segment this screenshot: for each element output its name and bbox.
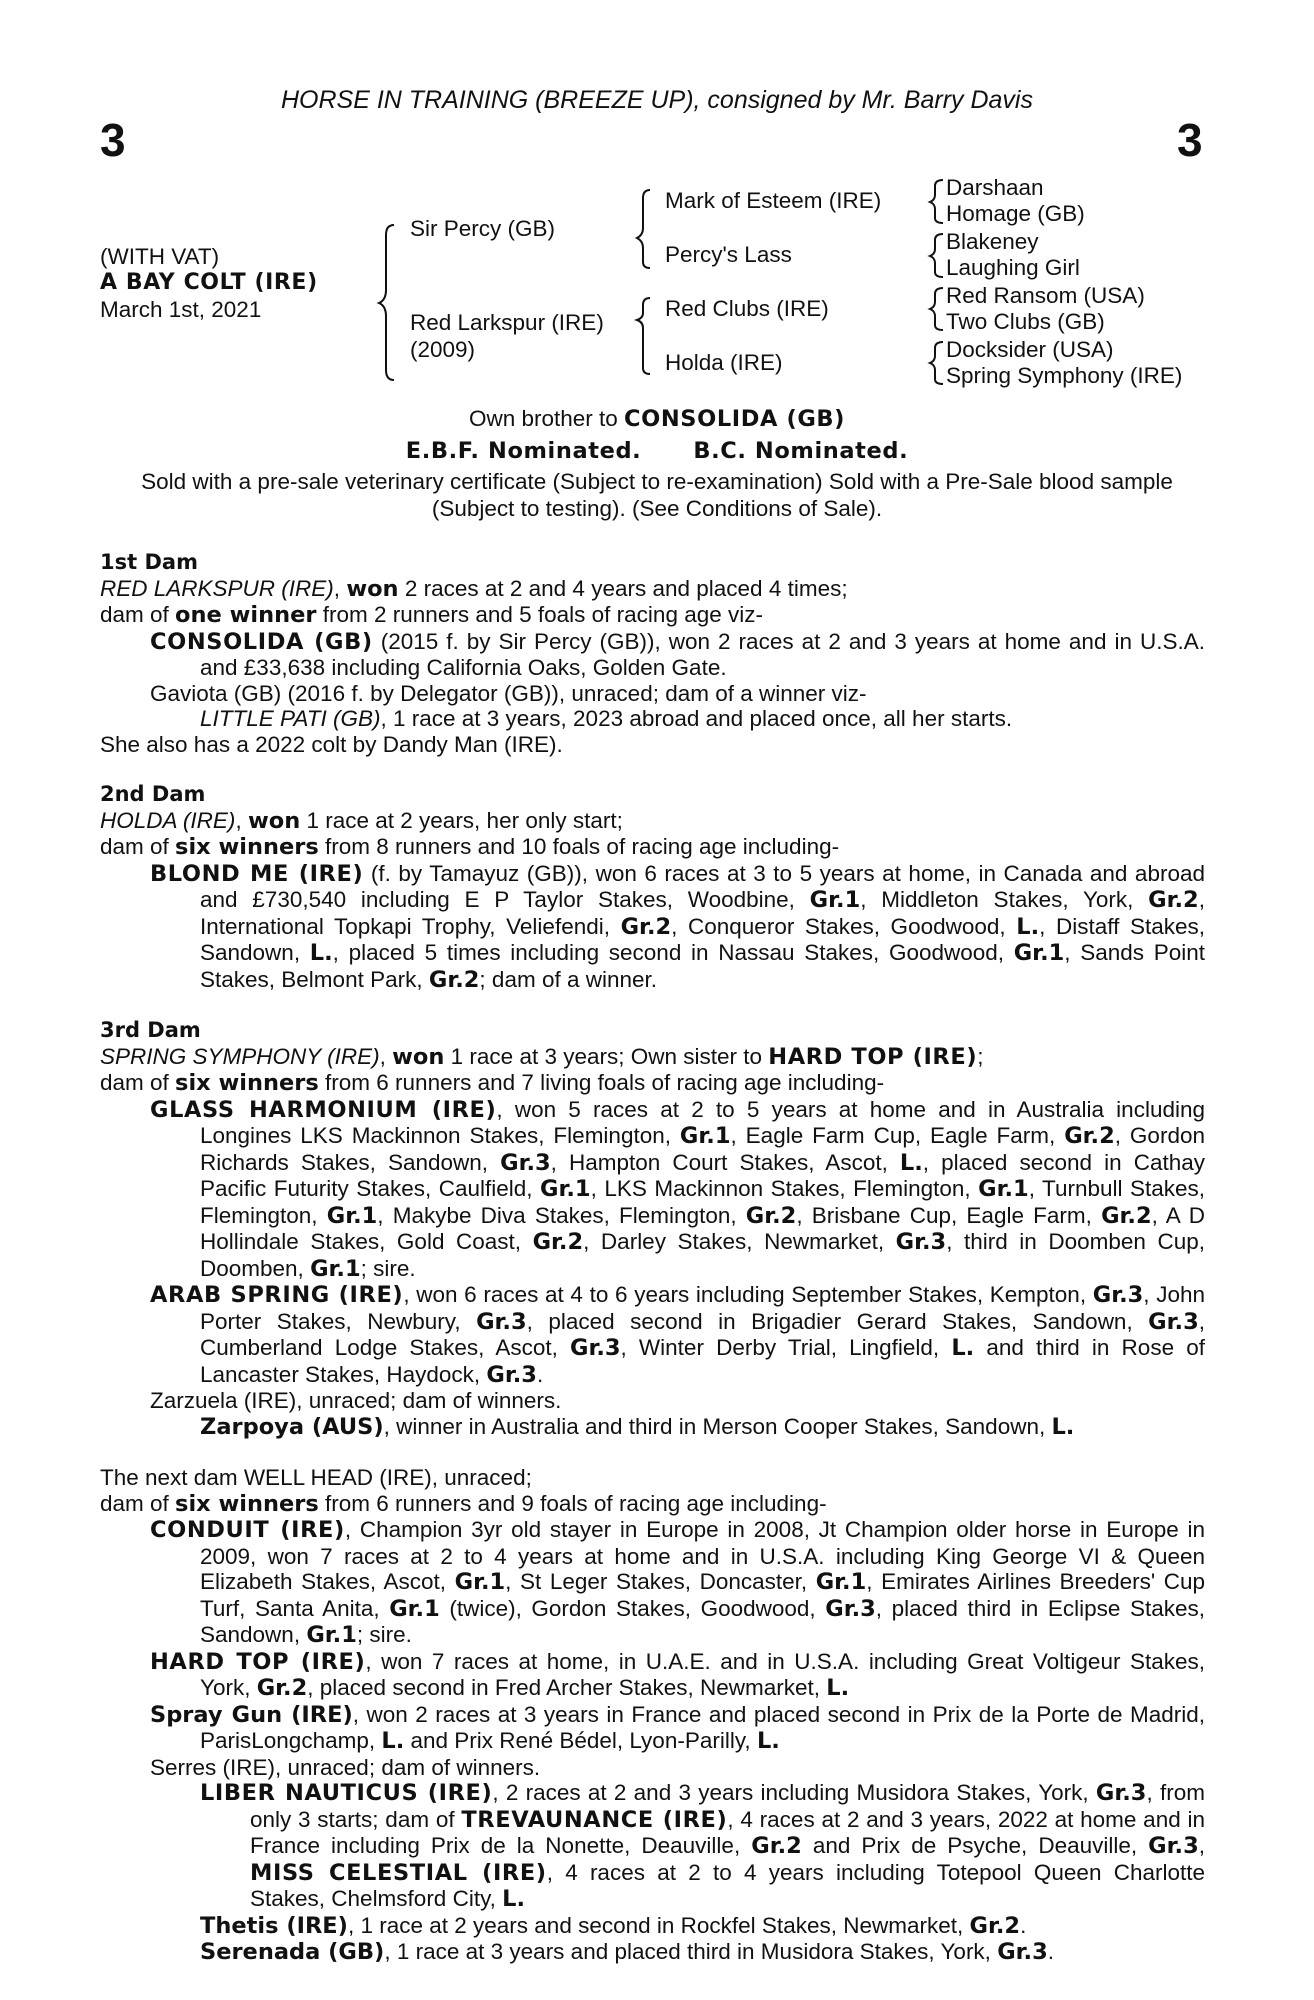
pedigree-g3-2: Homage (GB): [946, 201, 1085, 226]
first-dam-line-2: dam of one winner from 2 runners and 5 foals of racing age viz-: [100, 602, 763, 628]
first-dam-heading: 1st Dam: [100, 550, 198, 574]
progeny-zarzuela: Zarzuela (IRE), unraced; dam of winners.: [150, 1388, 562, 1413]
bc-nominated: B.C. Nominated.: [693, 438, 909, 464]
second-dam-line-2: dam of six winners from 8 runners and 10 foals of racing age including-: [100, 834, 840, 860]
foaled-date: March 1st, 2021: [100, 297, 262, 322]
vet-certificate-note: Sold with a pre-sale veterinary certificate (Subject to re-examination) Sold with a Pre-Sale blood sample (Subject to testing). (See Conditions of Sale).: [141, 469, 1173, 521]
third-dam-line-2: dam of six winners from 6 runners and 7 living foals of racing age including-: [100, 1070, 885, 1096]
pedigree-dam-dam: Holda (IRE): [665, 350, 783, 375]
pedigree-g3-3: Blakeney: [946, 229, 1039, 254]
catalogue-body: [100, 550, 1205, 1966]
progeny-serres: Serres (IRE), unraced; dam of winners.: [150, 1754, 541, 1780]
lot-number-right: 3: [1177, 114, 1203, 166]
progeny-consolida: CONSOLIDA (GB) (2015 f. by Sir Percy (GB)), won 2 races at 2 and 3 years at home and in U.S.A. and £33,638 including California Oaks, Golden Gate.: [150, 628, 1205, 680]
pedigree-g3-1: Darshaan: [946, 175, 1044, 200]
progeny-conduit: CONDUIT (IRE), Champion 3yr old stayer in Europe in 2008, Jt Champion older horse in Europe in 2009, won 7 races at 2 to 4 years at home and in U.S.A. including King George VI & Queen Elizabeth Stakes, Ascot, Gr.1, St Leger Stakes, Doncaster, Gr.1, Emirates Airlines Breeders' Cup Turf, Santa Anita, Gr.1 (twice), Gordon Stakes, Goodwood, Gr.3, placed third in Eclipse Stakes, Sandown, Gr.1; sire.: [150, 1517, 1206, 1648]
pedigree-sire-sire: Mark of Esteem (IRE): [665, 188, 882, 213]
pedigree-dam: Red Larkspur (IRE): [410, 310, 604, 335]
horse-name: A BAY COLT (IRE): [100, 270, 318, 295]
progeny-spray-gun: Spray Gun (IRE), won 2 races at 3 years in France and placed second in Prix de la Porte de Madrid, ParisLongchamp, L. and Prix René Bédel, Lyon-Parilly, L.: [150, 1701, 1205, 1754]
progeny-hard-top: HARD TOP (IRE), won 7 races at home, in U.A.E. and in U.S.A. including Great Voltigeur Stakes, York, Gr.2, placed second in Fred Archer Stakes, Newmarket, L.: [150, 1648, 1205, 1701]
first-dam-line-1: RED LARKSPUR (IRE), won 2 races at 2 and 4 years and placed 4 times;: [100, 575, 848, 602]
own-brother-note: Own brother to CONSOLIDA (GB): [468, 406, 846, 432]
catalogue-header: HORSE IN TRAINING (BREEZE UP), consigned by Mr. Barry Davis: [280, 86, 1033, 114]
progeny-liber-nauticus: LIBER NAUTICUS (IRE), 2 races at 2 and 3 years including Musidora Stakes, York, Gr.3, from only 3 starts; dam of TREVAUNANCE (IRE), 4 races at 2 and 3 years, 2022 at home and in France including Prix de la Nonette, Deauville, Gr.2 and Prix de Psyche, Deauville, Gr.3, MISS CELESTIAL (IRE), 4 races at 2 to 4 years including Totepool Queen Charlotte Stakes, Chelmsford City, L.: [200, 1780, 1205, 1912]
pedigree-g3-7: Docksider (USA): [946, 337, 1114, 362]
second-dam-heading: 2nd Dam: [100, 782, 206, 806]
pedigree-brackets: [0, 0, 1314, 400]
progeny-blond-me: BLOND ME (IRE) (f. by Tamayuz (GB)), won 6 races at 3 to 5 years at home, in Canada and abroad and £730,540 including E P Taylor Stakes, Woodbine, Gr.1, Middleton Stakes, York, Gr.2, International Topkapi Trophy, Veliefendi, Gr.2, Conqueror Stakes, Goodwood, L., Distaff Stakes, Sandown, L., placed 5 times including second in Nassau Stakes, Goodwood, Gr.1, Sands Point Stakes, Belmont Park, Gr.2; dam of a winner.: [150, 860, 1206, 993]
progeny-gaviota: Gaviota (GB) (2016 f. by Delegator (GB)), unraced; dam of a winner viz-: [150, 680, 867, 706]
progeny-arab-spring: ARAB SPRING (IRE), won 6 races at 4 to 6 years including September Stakes, Kempton, Gr.3, John Porter Stakes, Newbury, Gr.3, placed second in Brigadier Gerard Stakes, Sandown, Gr.3, Cumberland Lodge Stakes, Ascot, Gr.3, Winter Derby Trial, Lingfield, L. and third in Rose of Lancaster Stakes, Haydock, Gr.3.: [150, 1282, 1205, 1388]
pedigree-g3-8: Spring Symphony (IRE): [946, 363, 1183, 388]
pedigree-g3-6: Two Clubs (GB): [946, 309, 1105, 334]
progeny-little-pati: LITTLE PATI (GB), 1 race at 3 years, 2023 abroad and placed once, all her starts.: [200, 706, 1013, 731]
pedigree-dam-year: (2009): [410, 337, 476, 362]
next-dam-line-1: The next dam WELL HEAD (IRE), unraced;: [100, 1465, 532, 1490]
progeny-zarpoya: Zarpoya (AUS), winner in Australia and third in Merson Cooper Stakes, Sandown, L.: [200, 1413, 1075, 1440]
progeny-glass-harmonium: GLASS HARMONIUM (IRE), won 5 races at 2 to 5 years at home and in Australia including Longines LKS Mackinnon Stakes, Flemington, Gr.1, Eagle Farm Cup, Eagle Farm, Gr.2, Gordon Richards Stakes, Sandown, Gr.3, Hampton Court Stakes, Ascot, L., placed second in Cathay Pacific Futurity Stakes, Caulfield, Gr.1, LKS Mackinnon Stakes, Flemington, Gr.1, Turnbull Stakes, Flemington, Gr.1, Makybe Diva Stakes, Flemington, Gr.2, Brisbane Cup, Eagle Farm, Gr.2, A D Hollindale Stakes, Gold Coast, Gr.2, Darley Stakes, Newmarket, Gr.3, third in Doomben Cup, Doomben, Gr.1; sire.: [150, 1096, 1206, 1282]
pedigree-g3-5: Red Ransom (USA): [946, 283, 1145, 308]
nominations: [0, 438, 1314, 464]
progeny-2022-colt: She also has a 2022 colt by Dandy Man (IRE).: [100, 731, 563, 757]
pedigree-sire: Sir Percy (GB): [410, 216, 556, 241]
third-dam-line-1: SPRING SYMPHONY (IRE), won 1 race at 3 years; Own sister to HARD TOP (IRE);: [100, 1043, 984, 1070]
ebf-nominated: E.B.F. Nominated.: [405, 438, 642, 464]
third-dam-heading: 3rd Dam: [100, 1018, 201, 1042]
next-dam-line-2: dam of six winners from 6 runners and 9 foals of racing age including-: [100, 1490, 827, 1517]
pedigree-sire-dam: Percy's Lass: [665, 242, 792, 267]
progeny-thetis: Thetis (IRE), 1 race at 2 years and second in Rockfel Stakes, Newmarket, Gr.2.: [200, 1912, 1027, 1939]
second-dam-line-1: HOLDA (IRE), won 1 race at 2 years, her only start;: [100, 807, 623, 834]
pedigree-dam-sire: Red Clubs (IRE): [665, 296, 829, 321]
progeny-serenada: Serenada (GB), 1 race at 3 years and placed third in Musidora Stakes, York, Gr.3.: [200, 1939, 1055, 1965]
vat-note: (WITH VAT): [100, 244, 220, 269]
pedigree-g3-4: Laughing Girl: [946, 255, 1080, 280]
lot-number-left: 3: [100, 114, 126, 166]
